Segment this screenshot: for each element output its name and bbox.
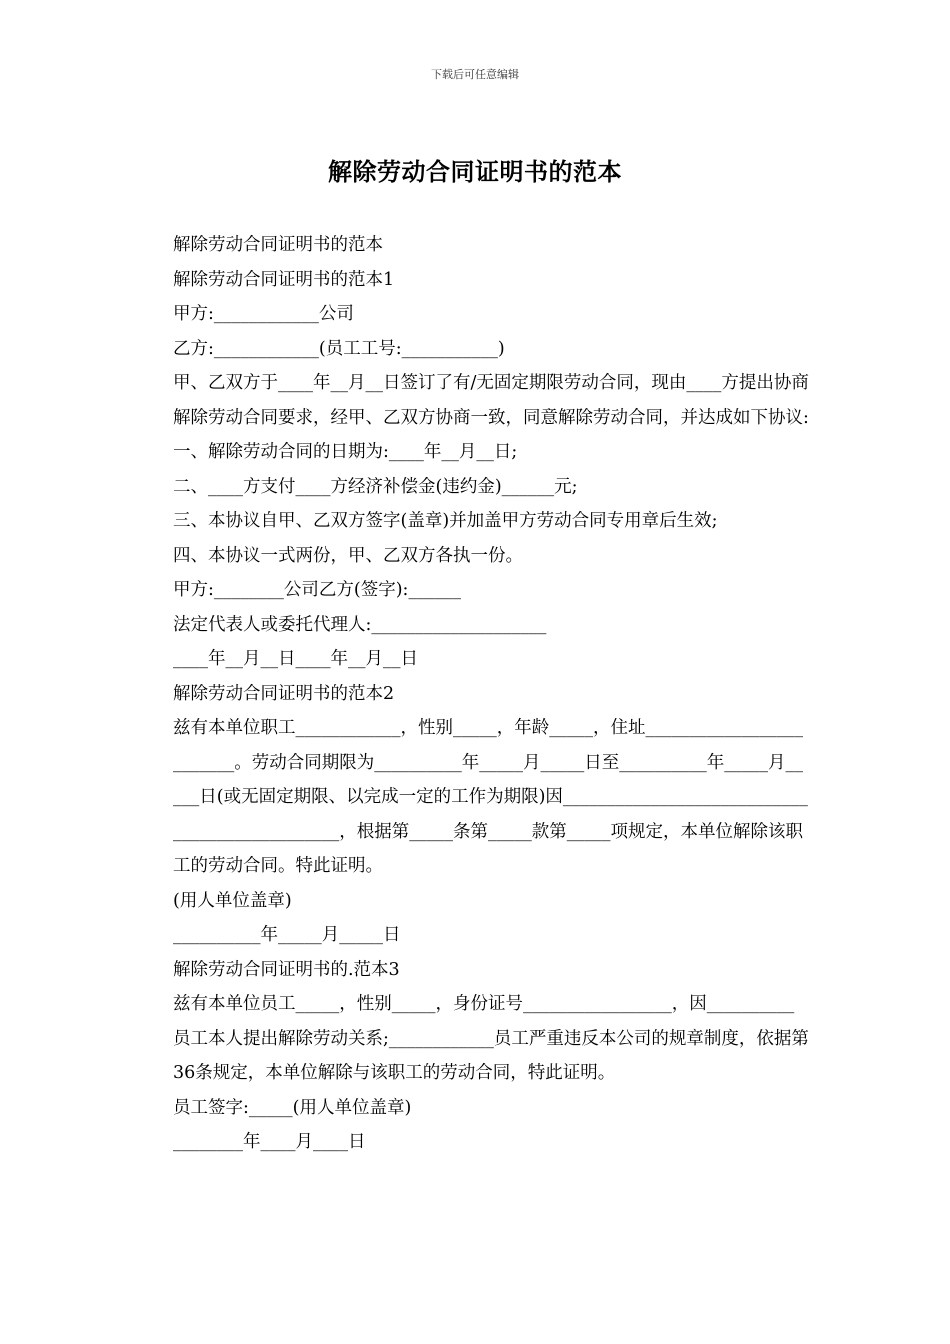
date-line: ____年__月__日____年__月__日 [173, 649, 418, 669]
certificate-paragraph-3: 兹有本单位员工_____，性别_____，身份证号_________________，因__________员工本人提出解除劳动关系;____________员工严重违反本公司的规章制度，依据第36条规定，本单位解除与该职工的劳动合同，特此证明。 [173, 994, 809, 1083]
clause-2: 二、____方支付____方经济补偿金(违约金)______元; [173, 476, 578, 497]
document-title: 解除劳动合同证明书的范本 [328, 157, 622, 186]
representative-line: 法定代表人或委托代理人:____________________ [173, 614, 547, 635]
employee-signature-line: 员工签字:_____(用人单位盖章) [173, 1097, 412, 1118]
section-heading-3: 解除劳动合同证明书的.范本3 [173, 959, 400, 980]
document-body [145, 228, 810, 1160]
paragraph-heading: 解除劳动合同证明书的范本 [173, 235, 383, 255]
clause-1: 一、解除劳动合同的日期为:____年__月__日; [173, 442, 518, 462]
section-heading-2: 解除劳动合同证明书的范本2 [173, 683, 395, 704]
certificate-paragraph-2: 兹有本单位职工____________，性别_____，年龄_____，住址_________________________。劳动合同期限为__________年_____月_____日至__________年_____月_____日(或无固定期限、以完成一定的工作为期限)因_______________________________________________，根据第_____条第_____款第_____项规定，本单位解除该职工的劳动合同。特此证明。 [173, 718, 808, 876]
header-note: 下载后可任意编辑 [431, 68, 519, 81]
agreement-paragraph: 甲、乙双方于____年__月__日签订了有/无固定期限劳动合同，现由____方提出协商解除劳动合同要求，经甲、乙双方协商一致，同意解除劳动合同，并达成如下协议: [173, 373, 809, 428]
signature-line: 甲方:________公司乙方(签字):______ [173, 580, 461, 600]
seal-line-2: (用人单位盖章) [173, 890, 292, 911]
clause-3: 三、本协议自甲、乙双方签字(盖章)并加盖甲方劳动合同专用章后生效; [173, 511, 718, 531]
party-b-line: 乙方:____________(员工工号:___________) [173, 338, 505, 359]
date-line-3: ________年____月____日 [173, 1132, 366, 1152]
party-a-line: 甲方:____________公司 [173, 304, 354, 324]
clause-4: 四、本协议一式两份，甲、乙双方各执一份。 [173, 545, 523, 566]
date-line-2: __________年_____月_____日 [173, 925, 401, 945]
section-heading-1: 解除劳动合同证明书的范本1 [173, 269, 395, 290]
